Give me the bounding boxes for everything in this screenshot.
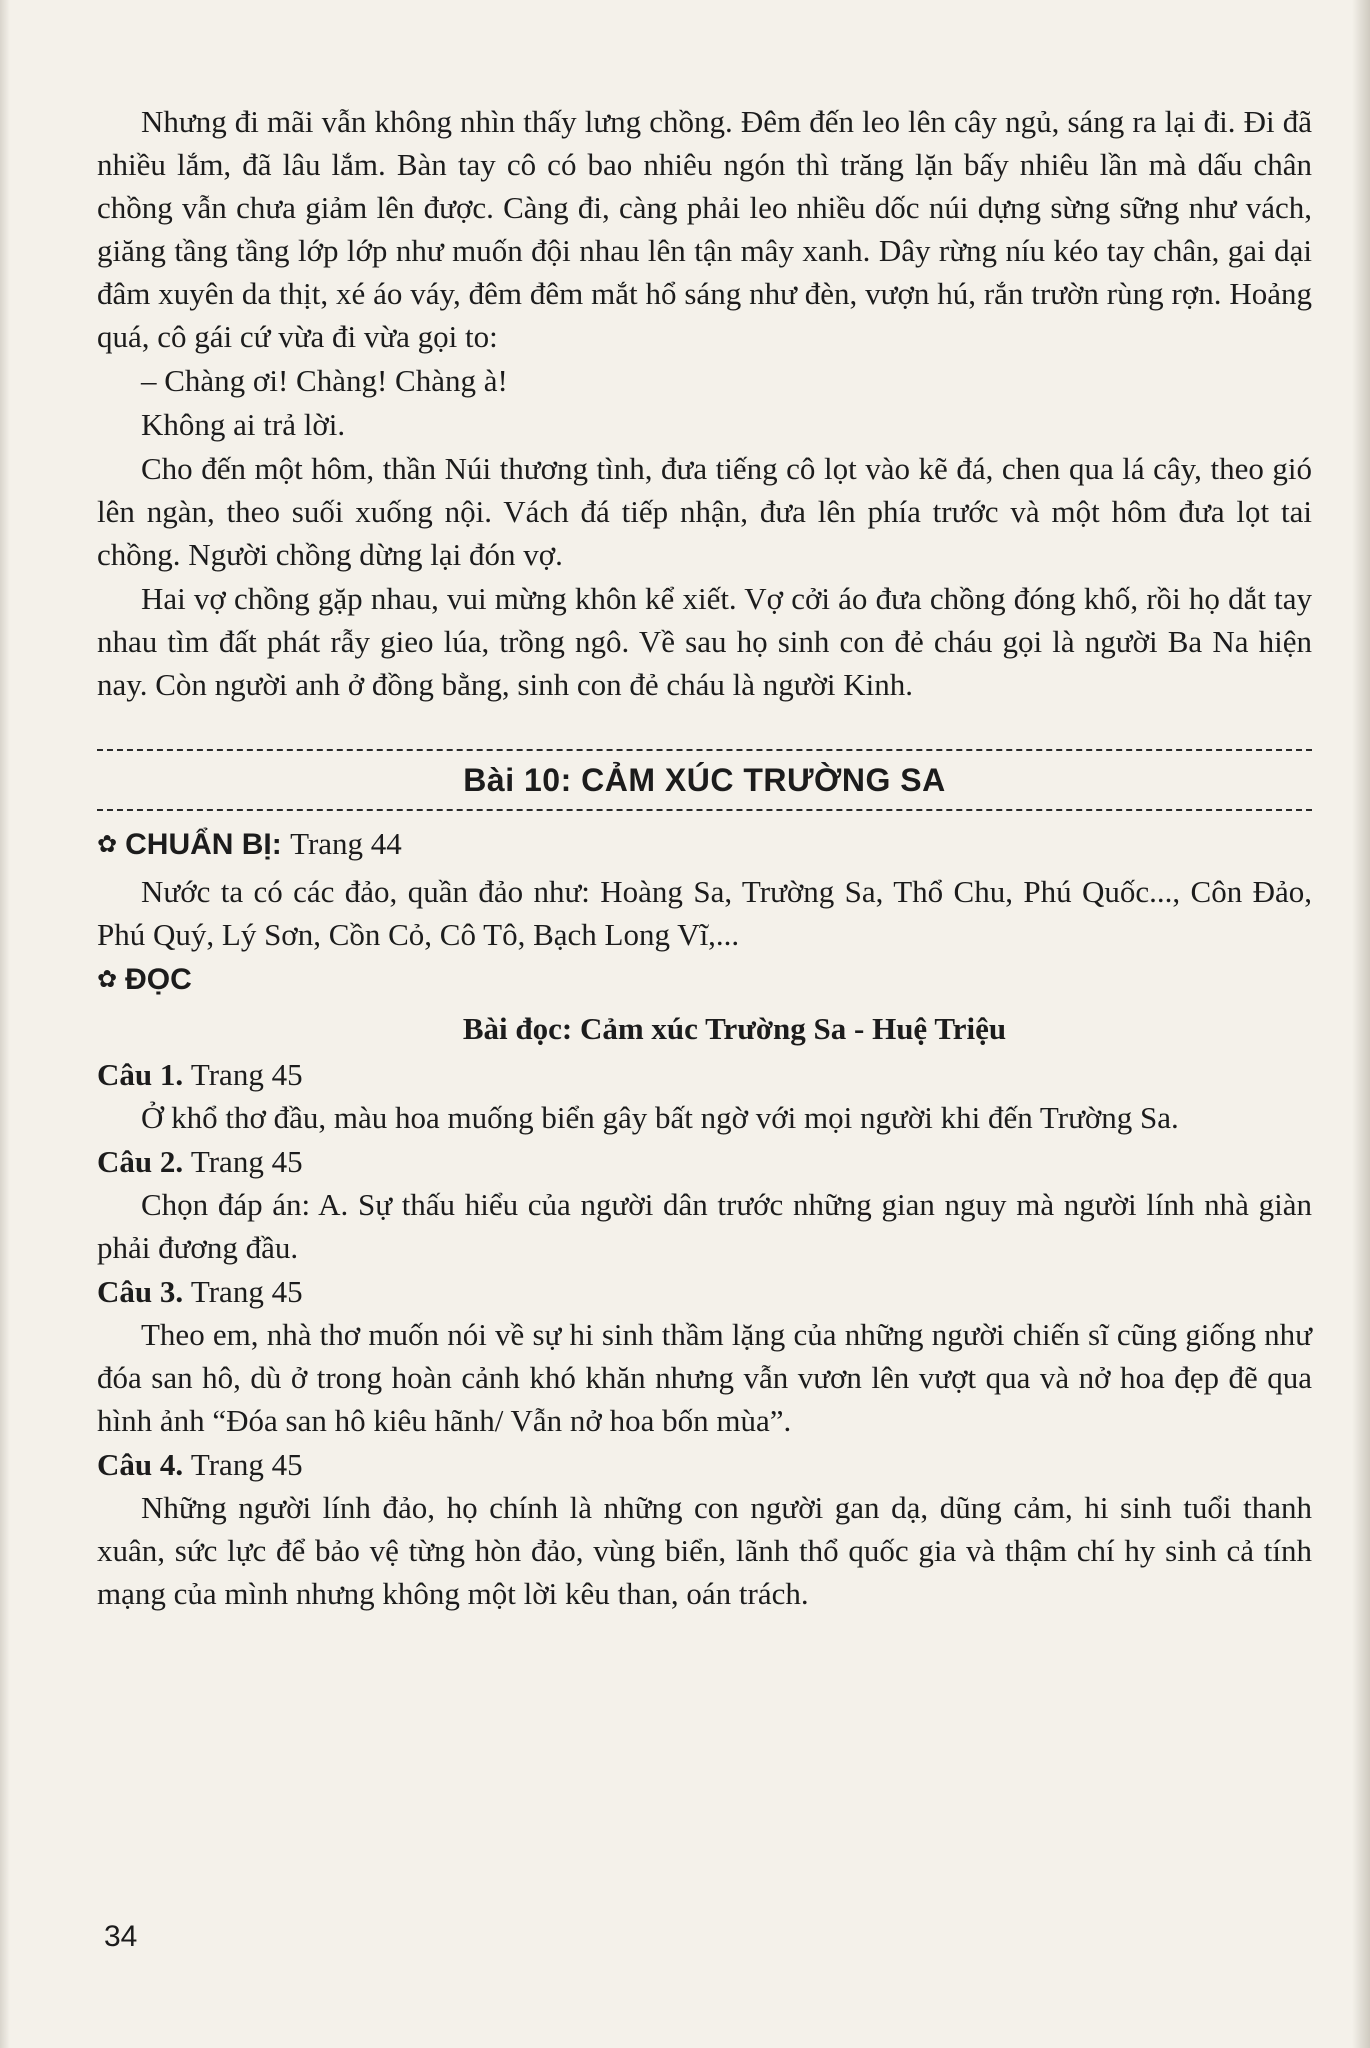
question-label: Câu 1.: [97, 1057, 184, 1092]
question-label: Câu 4.: [97, 1447, 184, 1482]
reading-heading: [97, 957, 1312, 1005]
story-paragraph: Cho đến một hôm, thần Núi thương tình, đưa tiếng cô lọt vào kẽ đá, chen qua lá cây, theo gió lên ngàn, theo suối xuống nội. Vách đá tiếp nhận, đưa lên phía trước và một hôm đưa lọt tai chồng. Người chồng dừng lại đón vợ.: [97, 451, 1312, 572]
lesson-title: Bài 10: CẢM XÚC TRƯỜNG SA: [463, 762, 946, 798]
page-edge-right: [1352, 0, 1370, 2048]
question-heading: [97, 1443, 1312, 1486]
page-content: [97, 100, 1312, 1616]
question-page: Trang 45: [190, 1144, 303, 1179]
flower-bullet-icon: ✿: [97, 831, 118, 858]
question-heading: [97, 1140, 1312, 1183]
question-page: Trang 45: [190, 1057, 303, 1092]
prepare-text: Nước ta có các đảo, quần đảo như: Hoàng Sa, Trường Sa, Thổ Chu, Phú Quốc..., Côn Đảo, Phú Quý, Lý Sơn, Cồn Cỏ, Cô Tô, Bạch Long Vĩ,...: [97, 874, 1312, 952]
prepare-page-ref: Trang 44: [290, 826, 402, 861]
page-number: 34: [104, 1920, 138, 1953]
story-dialogue: – Chàng ơi! Chàng! Chàng à!: [141, 363, 508, 398]
question-heading: [97, 1053, 1312, 1096]
question-answer: Những người lính đảo, họ chính là những con người gan dạ, dũng cảm, hi sinh tuổi thanh xuân, sức lực để bảo vệ từng hòn đảo, vùng biển, lãnh thổ quốc gia và thậm chí hy sinh cả tính mạng của mình nhưng không một lời kêu than, oán trách.: [97, 1490, 1312, 1611]
question-label: Câu 3.: [97, 1274, 184, 1309]
lesson-divider-bottom: [97, 809, 1312, 811]
question-answer: Ở khổ thơ đầu, màu hoa muống biển gây bất ngờ với mọi người khi đến Trường Sa.: [141, 1100, 1179, 1135]
question-label: Câu 2.: [97, 1144, 184, 1179]
prepare-heading-label: CHUẨN BỊ:: [125, 828, 282, 861]
reading-heading-label: ĐỌC: [125, 963, 192, 996]
story-paragraph: Nhưng đi mãi vẫn không nhìn thấy lưng chồng. Đêm đến leo lên cây ngủ, sáng ra lại đi. Đi đã nhiều lắm, đã lâu lắm. Bàn tay cô có bao nhiêu ngón thì trăng lặn bấy nhiêu lần mà dấu chân chồng vẫn chưa giảm lên được. Càng đi, càng phải leo nhiều dốc núi dựng sừng sững như vách, giăng tầng tầng lớp lớp như muốn đội nhau lên tận mây xanh. Dây rừng níu kéo tay chân, gai dại đâm xuyên da thịt, xé áo váy, đêm đêm mắt hổ sáng như đèn, vượn hú, rắn trườn rùng rợn. Hoảng quá, cô gái cứ vừa đi vừa gọi to:: [97, 104, 1312, 354]
question-page: Trang 45: [190, 1274, 303, 1309]
flower-bullet-icon: ✿: [97, 966, 118, 993]
question-answer: Chọn đáp án: A. Sự thấu hiểu của người dân trước những gian nguy mà người lính nhà giàn phải đương đầu.: [97, 1187, 1312, 1265]
story-paragraph: Không ai trả lời.: [141, 407, 346, 442]
story-paragraph: Hai vợ chồng gặp nhau, vui mừng khôn kể xiết. Vợ cởi áo đưa chồng đóng khố, rồi họ dắt tay nhau tìm đất phát rẫy gieo lúa, trồng ngô. Về sau họ sinh con đẻ cháu gọi là người Ba Na hiện nay. Còn người anh ở đồng bằng, sinh con đẻ cháu là người Kinh.: [97, 581, 1312, 702]
question-heading: [97, 1270, 1312, 1313]
question-page: Trang 45: [190, 1447, 303, 1482]
question-answer: Theo em, nhà thơ muốn nói về sự hi sinh thầm lặng của những người chiến sĩ cũng giống như đóa san hô, dù ở trong hoàn cảnh khó khăn nhưng vẫn vươn lên vượt qua và nở hoa đẹp đẽ qua hình ảnh “Đóa san hô kiêu hãnh/ Vẫn nở hoa bốn mùa”.: [97, 1317, 1312, 1438]
prepare-heading: [97, 821, 1312, 870]
reading-title: Bài đọc: Cảm xúc Trường Sa - Huệ Triệu: [462, 1011, 1007, 1046]
page-edge-left: [0, 0, 10, 2048]
